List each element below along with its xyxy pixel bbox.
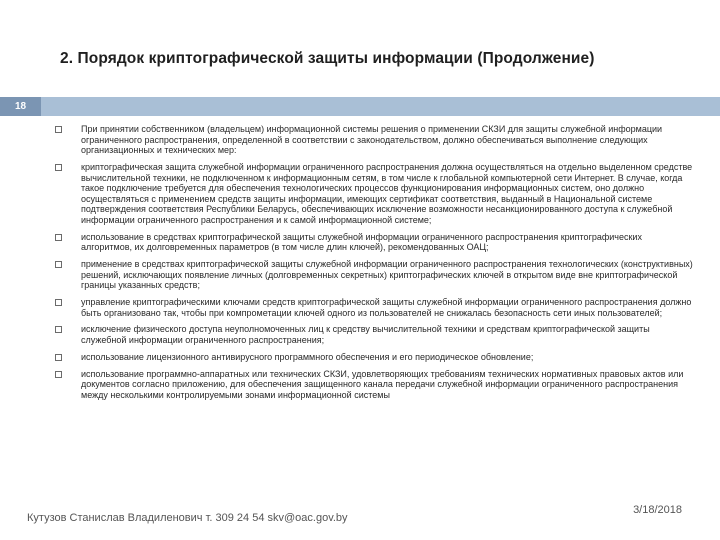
list-item-text: использование программно-аппаратных или технических СКЗИ, удовлетворяющих требованиям технических нормативных правовых актов или документов согласно приложению, для обеспечения защищенного канала передачи служебной информации ограниченного распространения между несколькими контролируемыми зонами информационной системы: [81, 368, 684, 400]
footer-author: Кутузов Станислав Владиленович т. 309 24 54 skv@oac.gov.by: [27, 512, 348, 524]
slide-title: 2. Порядок криптографической защиты информации (Продолжение): [60, 50, 595, 67]
list-item: [55, 369, 695, 401]
square-bullet-icon: [55, 261, 62, 268]
list-item-text: криптографическая защита служебной информации ограниченного распространения должна осуществляться на отдельно выделенном средстве вычислительной техники, не подключенном к информационным сетям, в том числе к глобальной компьютерной сети Интернет. В случае, когда такое подключение требуется для обеспечения технологических процессов функционирования информационных систем, оно должно осуществляться с применением средств защиты информации, имеющих сертификат соответствия, выданный в Национальной системе подтверждения соответствия Республики Беларусь, обеспечивающих исключение возможности несанкционированного доступа к служебной информации ограниченного распространения и к самой информационной системе;: [81, 161, 693, 225]
slide-number: 18: [0, 97, 41, 116]
slide-content: [55, 124, 695, 489]
list-item: [55, 232, 695, 253]
header-bar: [0, 97, 720, 116]
square-bullet-icon: [55, 164, 62, 171]
list-item: [55, 124, 695, 156]
square-bullet-icon: [55, 354, 62, 361]
square-bullet-icon: [55, 299, 62, 306]
square-bullet-icon: [55, 234, 62, 241]
list-item-text: При принятии собственником (владельцем) информационной системы решения о применении СКЗИ для защиты служебной информации ограниченного распространения, определенной в соответствии с законодательством, должно обеспечиваться выполнение следующих организационных и технических мер:: [81, 124, 663, 156]
list-item-text: использование в средствах криптографической защиты служебной информации ограниченного распространения криптографических алгоритмов, их долговременных параметров (в том числе длин ключей), рекомендованных ОАЦ;: [81, 231, 642, 253]
list-item-text: использование лицензионного антивирусного программного обеспечения и его периодическое обновление;: [81, 351, 534, 362]
list-item: [55, 324, 695, 345]
list-item: [55, 259, 695, 291]
square-bullet-icon: [55, 126, 62, 133]
list-item: [55, 297, 695, 318]
list-item: [55, 162, 695, 226]
list-item-text: исключение физического доступа неуполномоченных лиц к средству вычислительной техники и средствам криптографической защиты служебной информации ограниченного распространения;: [81, 324, 650, 346]
square-bullet-icon: [55, 326, 62, 333]
list-item-text: применение в средствах криптографической защиты служебной информации ограниченного распространения технологических (конструктивных) решений, исключающих появление личных (долговременных секретных) криптографических ключей в открытом виде вне криптографической границы указанных средств;: [81, 259, 693, 291]
square-bullet-icon: [55, 371, 62, 378]
footer-date: 3/18/2018: [633, 504, 682, 516]
list-item-text: управление криптографическими ключами средств криптографической защиты служебной информации ограниченного распространения должно быть организовано так, чтобы при компрометации ключей одного из пользователей не снижалась безопасность сети иных пользователей;: [81, 297, 692, 318]
list-item: [55, 352, 695, 363]
bullet-list: [55, 124, 695, 400]
